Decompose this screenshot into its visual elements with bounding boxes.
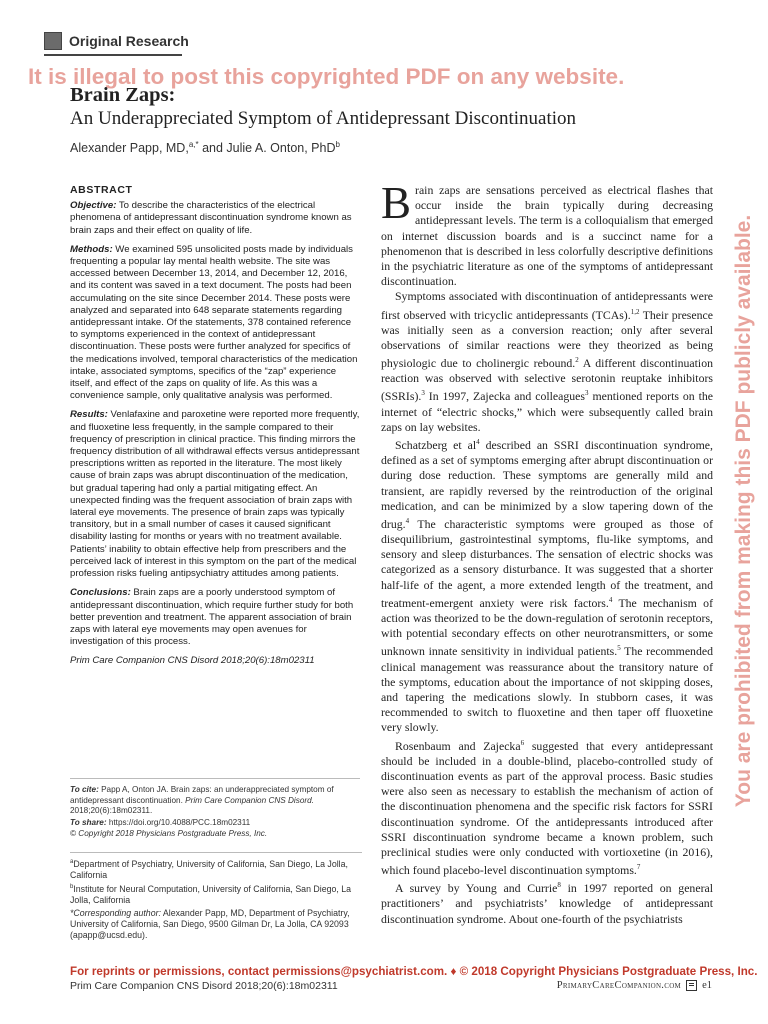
body-paragraph-1 — [381, 178, 713, 289]
affiliation-b-text: Institute for Neural Computation, University of California, San Diego, La Jolla, California — [70, 884, 352, 906]
p2-e: mentioned reports on the internet of “electric shocks,” which were subsequently called brain zaps on lay websites. — [381, 389, 714, 434]
section-square-icon — [44, 32, 62, 50]
footer-site-link[interactable]: PrimaryCareCompanion.com — [556, 980, 682, 991]
drop-cap: B — [381, 178, 412, 228]
body-paragraph-3 — [381, 435, 713, 736]
section-label — [44, 32, 189, 50]
to-share-label: To share: — [70, 817, 107, 827]
abstract-conclusions — [70, 587, 360, 648]
results-text: Venlafaxine and paroxetine were reported more frequently, and fluoxetine less frequently, in the sample compared to their frequency of prescription in clinical practice. This finding mirrors the frequency distribution of all withdrawal effects versus antidepressant prescriptions written as reported in the literature. The most likely cause of brain zaps was abrupt discontinuation of the medication, but gradual tapering had only a partial mitigating effect. An unexpected finding was the frequent association of brain zaps with lateral eye movements. The presence of brain zaps was typically transitory, but in a small number of cases it caused significant disability lasting for months or years with no treatment available. Patients’ inability to obtain effective help from prescribers and the perceived lack of interest in this symptom on the part of the medical profession risks fueling antipsychiatry attitudes among patients. — [70, 409, 360, 580]
page-number: e1 — [702, 980, 712, 991]
body-text — [381, 178, 714, 927]
affiliation-b — [70, 882, 362, 906]
objective-text: To describe the characteristics of the electrical phenomena of antidepressant discontinuation syndrome known as brain zaps and their effect on quality of life. — [70, 200, 352, 236]
reference-mark: 1,2 — [630, 307, 640, 316]
author-1: Alexander Papp, MD, — [70, 141, 189, 156]
abstract — [70, 184, 360, 675]
conclusions-text: Brain zaps are a poorly understood symptom of antidepressant discontinuation, which require further study for both better prevention and treatment. The apparent association of brain zaps with lateral eye movements may open avenues for investigation of this process. — [70, 587, 354, 648]
affiliation-a-text: Department of Psychiatry, University of California, San Diego, La Jolla, California — [70, 858, 348, 881]
body-paragraph-2 — [381, 289, 713, 435]
reference-mark: 4 — [476, 438, 480, 447]
footer-reprints: For reprints or permissions, contact permissions@psychiatrist.com. ♦ © 2018 Copyright Physicians Postgraduate Press, Inc. — [70, 965, 758, 978]
to-cite-text: Papp A, Onton JA. Brain zaps: an underappreciated symptom of antidepressant discontinuation. — [70, 785, 334, 805]
methods-label: Methods: — [70, 243, 113, 255]
conclusions-label: Conclusions: — [70, 587, 131, 599]
abstract-heading: ABSTRACT — [70, 184, 133, 196]
corresponding-author — [70, 908, 362, 942]
page-icon — [686, 980, 697, 991]
corresponding-author-text: Alexander Papp, MD, Department of Psychiatry, University of California, San Diego, 9500 Gilman Dr, La Jolla, CA 92093 (apapp@ucsd.edu). — [70, 907, 350, 941]
to-cite-tail: 2018;20(6):18m02311. — [70, 806, 153, 816]
article-title: Brain Zaps: — [70, 84, 176, 106]
reference-mark: 2 — [575, 356, 579, 365]
to-cite-label: To cite: — [70, 785, 99, 794]
body-paragraph-1-text: rain zaps are sensations perceived as electrical flashes that occur inside the brain typically during decreasing antidepressant levels. The term is a colloquialism that emerged on internet discussion boards and is a succinct name for a phenomenon that is described in less colorfully descriptive definitions in the psychiatric literature as one of the symptoms of antidepressant discontinuation. — [381, 183, 713, 289]
affiliation-a — [70, 857, 362, 881]
abstract-methods — [70, 244, 360, 403]
author-2-affil: b — [335, 140, 340, 149]
author-join: and Julie A. Onton, PhD — [198, 141, 336, 156]
doi-link[interactable]: https://doi.org/10.4088/PCC.18m02311 — [106, 817, 251, 827]
p2-d: In 1997, Zajecka and colleagues — [424, 389, 586, 404]
author-1-affil: a,* — [188, 140, 199, 149]
to-share — [70, 818, 360, 829]
p5-b: in 1997 reported on general practitioners’ and psychiatrists’ knowledge of antidepressant discontinuation syndrome. About one-fourth of the psychiatrists — [381, 881, 714, 926]
reference-mark: 3 — [585, 389, 589, 398]
abstract-objective — [70, 200, 360, 237]
body-paragraph-4 — [381, 736, 713, 879]
section-label-text: Original Research — [69, 33, 189, 49]
methods-text: We examined 595 unsolicited posts made by individuals frequenting a popular lay mental health website. The site was accessed between December 13, 2014, and December 12, 2016, and its content was saved in a text document. The posts had been accumulating on the site since December 2014. These posts were analyzed and separated into 648 separate statements regarding antidepressant intake. Of the statements, 378 contained reference to symptoms experienced in the context of antidepressant discontinuation. These posts were further analyzed for specifics of the medications involved, temporal characteristics of the medication intake, associated symptoms, specifics of the “zap” experience itself, and effect of the zaps on quality of life. As this was a convenience sample, only qualitative analysis was performed. — [70, 243, 358, 402]
authors — [70, 140, 340, 155]
p2-c: A different discontinuation reaction was observed with selective serotonin reuptake inhibitors (SSRIs). — [381, 356, 713, 404]
p3-b: described an SSRI discontinuation syndrome, defined as a set of symptoms emerging after abrupt discontinuation or during dose reduction. These symptoms are generally mild and transient, are rapidly reversed by the reintroduction of the original medication, and can be minimized by a slow tapering down of the drug. — [381, 437, 713, 531]
reference-mark: 8 — [557, 881, 561, 890]
p2-a: Symptoms associated with discontinuation of antidepressants were first observed with tricyclic antidepressants (TCAs). — [381, 289, 713, 322]
reference-mark: 4 — [405, 516, 410, 525]
article-subtitle: An Underappreciated Symptom of Antidepressant Discontinuation — [70, 108, 577, 129]
reference-mark: 3 — [421, 389, 425, 398]
body-paragraph-5 — [381, 878, 713, 927]
watermark-side — [728, 168, 760, 853]
p3-c: The characteristic symptoms were grouped as those of disequilibrium, gastrointestinal symptoms, flu-like symptoms, and sensory and sleep disturbances. The sensation of electric shocks was categorized as a sensory disturbance. It was suggested that a shorter half-life of the agent, a more extended length of the treatment, and treatment-emergent anxiety were risk factors. — [381, 516, 713, 610]
footer-journal: Prim Care Companion CNS Disord 2018;20(6):18m02311 — [70, 980, 338, 992]
footer-right — [557, 980, 712, 991]
to-cite — [70, 785, 360, 817]
reference-mark: 4 — [608, 595, 613, 604]
watermark-top: It is illegal to post this copyrighted PDF on any website. — [28, 64, 625, 89]
corresponding-author-label: *Corresponding author: — [70, 907, 161, 918]
abstract-results — [70, 409, 360, 580]
reference-mark: 5 — [617, 644, 621, 653]
reference-mark: 7 — [636, 863, 641, 872]
objective-label: Objective: — [70, 200, 117, 212]
cite-box — [70, 778, 360, 841]
p4-a: Rosenbaum and Zajecka — [395, 738, 521, 753]
copyright — [70, 829, 360, 840]
affiliation-b-sup: b — [70, 884, 74, 891]
reference-mark: 6 — [520, 738, 525, 747]
watermark-side-text: You are prohibited from making this PDF publicly available. — [732, 214, 755, 807]
p3-d: The mechanism of action was theorized to be the down-regulation of serotonin receptors, with potential secondary effects on other neurotransmitters, or some unknown innate sensitivity in individual patients. — [381, 595, 714, 659]
to-cite-journal: Prim Care Companion CNS Disord. — [185, 795, 314, 805]
p3-e: The recommended clinical management was reassurance about the transitory nature of the symptoms, education about the importance of not skipping doses, and tapering the medications slowly. In stubborn cases, it was recommended to switch to fluoxetine and then taper off fluoxetine very slowly. — [381, 644, 713, 735]
affiliation-a-sup: a — [70, 859, 74, 865]
results-label: Results: — [70, 409, 108, 421]
affiliations — [70, 852, 362, 942]
section-rule — [44, 54, 182, 56]
p2-b: Their presence was initially seen as a conversion reaction; only after several observations of similar reactions were they theorized as being physiologic due to cholinergic rebound. — [381, 307, 713, 371]
p4-b: suggested that every antidepressant should be included in a double-blind, placebo-controlled study of discontinuation events as part of the approval process. Basic studies were also seen as necessary to establish the mechanism of action of the discontinuation phenomena and the specific risk factors for SSRI discontinuation syndrome. Of the antidepressants introduced after SSRI discontinuation syndrome became a known problem, such preclinical studies were only conducted with vortioxetine (in 2016), which found placebo-level discontinuation symptoms. — [381, 738, 713, 878]
abstract-citation: Prim Care Companion CNS Disord 2018;20(6):18m02311 — [70, 655, 315, 667]
p3-a: Schatzberg et al — [395, 437, 477, 452]
copyright-text: © Copyright 2018 Physicians Postgraduate Press, Inc. — [70, 829, 268, 839]
p5-a: A survey by Young and Currie — [395, 881, 558, 896]
